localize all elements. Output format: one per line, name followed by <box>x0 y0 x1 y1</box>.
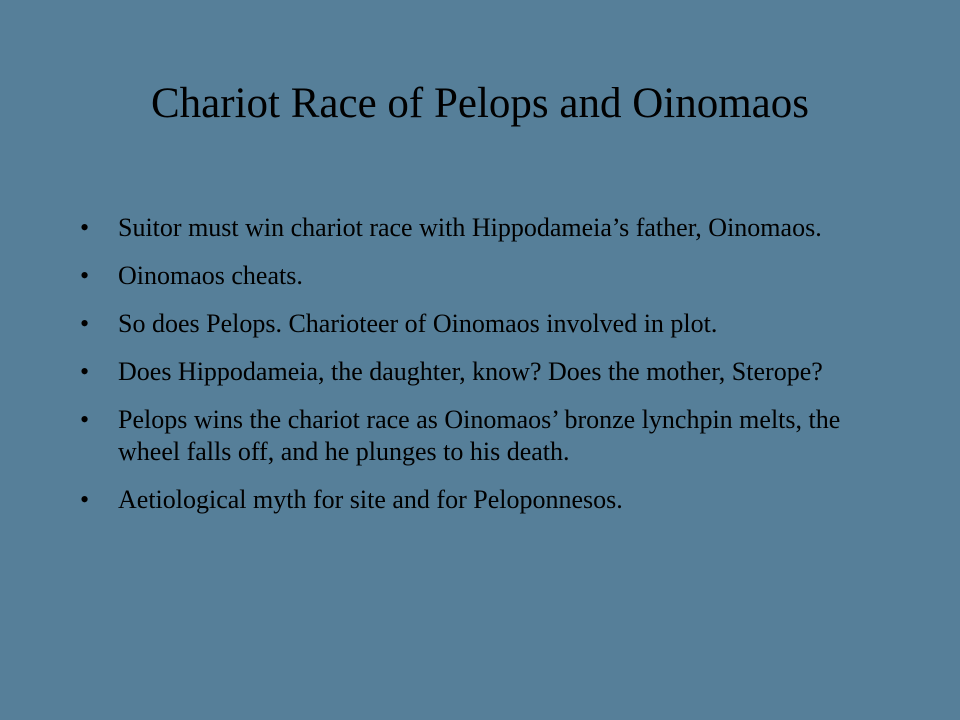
bullet-item <box>80 484 900 516</box>
bullet-item <box>80 404 900 468</box>
bullet-text: Suitor must win chariot race with Hippodameia’s father, Oinomaos. <box>118 213 822 242</box>
bullet-item <box>80 308 900 340</box>
bullet-dot-icon: • <box>80 213 90 242</box>
bullet-item <box>80 356 900 388</box>
bullet-dot-icon: • <box>80 261 90 290</box>
bullet-text: So does Pelops. Charioteer of Oinomaos involved in plot. <box>118 309 718 338</box>
bullet-dot-icon: • <box>80 405 90 434</box>
bullet-text: Pelops wins the chariot race as Oinomaos’ bronze lynchpin melts, the wheel falls off, and he plunges to his death. <box>118 405 841 466</box>
slide-title: Chariot Race of Pelops and Oinomaos <box>150 80 810 127</box>
bullet-dot-icon: • <box>80 309 90 338</box>
bullet-dot-icon: • <box>80 485 90 514</box>
bullet-dot-icon: • <box>80 357 90 386</box>
bullet-list <box>80 212 900 532</box>
bullet-item <box>80 212 900 244</box>
bullet-text: Aetiological myth for site and for Peloponnesos. <box>118 485 623 514</box>
bullet-item <box>80 260 900 292</box>
bullet-text: Oinomaos cheats. <box>118 261 303 290</box>
bullet-text: Does Hippodameia, the daughter, know? Does the mother, Sterope? <box>118 357 823 386</box>
